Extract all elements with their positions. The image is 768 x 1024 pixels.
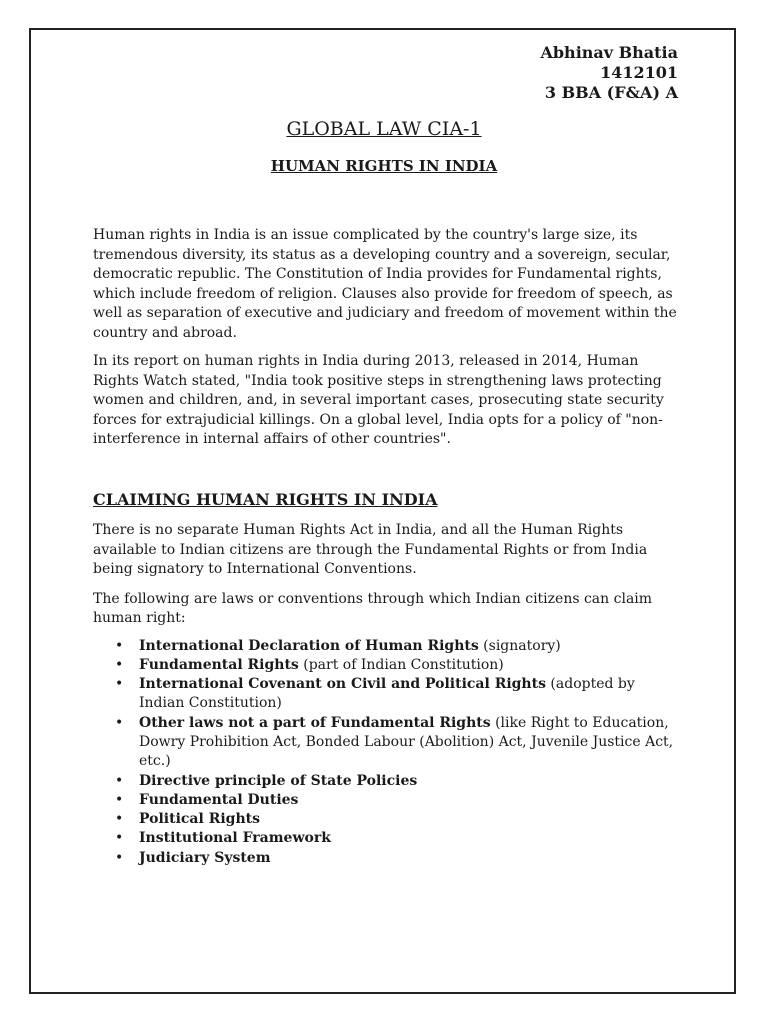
list-item: • Other laws not a part of Fundamental Rights (like Right to Education, Dowry Prohibition Act, Bonded Labour (Abolition) Act, Juvenile Justice Act, etc.) (139, 714, 683, 772)
list-item: • International Declaration of Human Rights (signatory) (139, 637, 683, 656)
list-item: • Directive principle of State Policies (139, 772, 683, 791)
list-item: • Institutional Framework (139, 829, 683, 848)
section-heading: CLAIMING HUMAN RIGHTS IN INDIA (93, 489, 438, 509)
list-item: • Fundamental Duties (139, 791, 683, 810)
author-name: Abhinav Bhatia (540, 43, 678, 62)
list-item: • Fundamental Rights (part of Indian Constitution) (139, 656, 683, 675)
roll-number: 1412101 (600, 63, 678, 82)
list-item: • Political Rights (139, 810, 683, 829)
list-item: • Judiciary System (139, 849, 683, 868)
intro-paragraph: Human rights in India is an issue complicated by the country's large size, its tremendous diversity, its status as a developing country and a sovereign, secular, democratic republic. The Constitution of India provides for Fundamental rights, which include freedom of religion. Clauses also provide for freedom of speech, as well as separation of executive and judiciary and freedom of movement within the country and abroad. (93, 227, 677, 341)
document-title: GLOBAL LAW CIA-1 (286, 118, 482, 140)
section-paragraph: There is no separate Human Rights Act in India, and all the Human Rights available to Indian citizens are through the Fundamental Rights or from India being signatory to International Conventions. (93, 522, 648, 577)
document-subtitle: HUMAN RIGHTS IN INDIA (270, 157, 498, 175)
author-block (540, 43, 678, 103)
list-item: • International Covenant on Civil and Political Rights (adopted by Indian Constitution) (139, 675, 683, 714)
class-section: 3 BBA (F&A) A (544, 83, 678, 102)
law-list (93, 637, 683, 869)
document-body (93, 226, 683, 868)
intro-paragraph: In its report on human rights in India during 2013, released in 2014, Human Rights Watch stated, "India took positive steps in strengthening laws protecting women and children, and, in several important cases, prosecuting state security forces for extrajudicial killings. On a global level, India opts for a policy of "non-interference in internal affairs of other countries". (93, 353, 664, 447)
section-paragraph: The following are laws or conventions through which Indian citizens can claim human right: (93, 590, 653, 626)
